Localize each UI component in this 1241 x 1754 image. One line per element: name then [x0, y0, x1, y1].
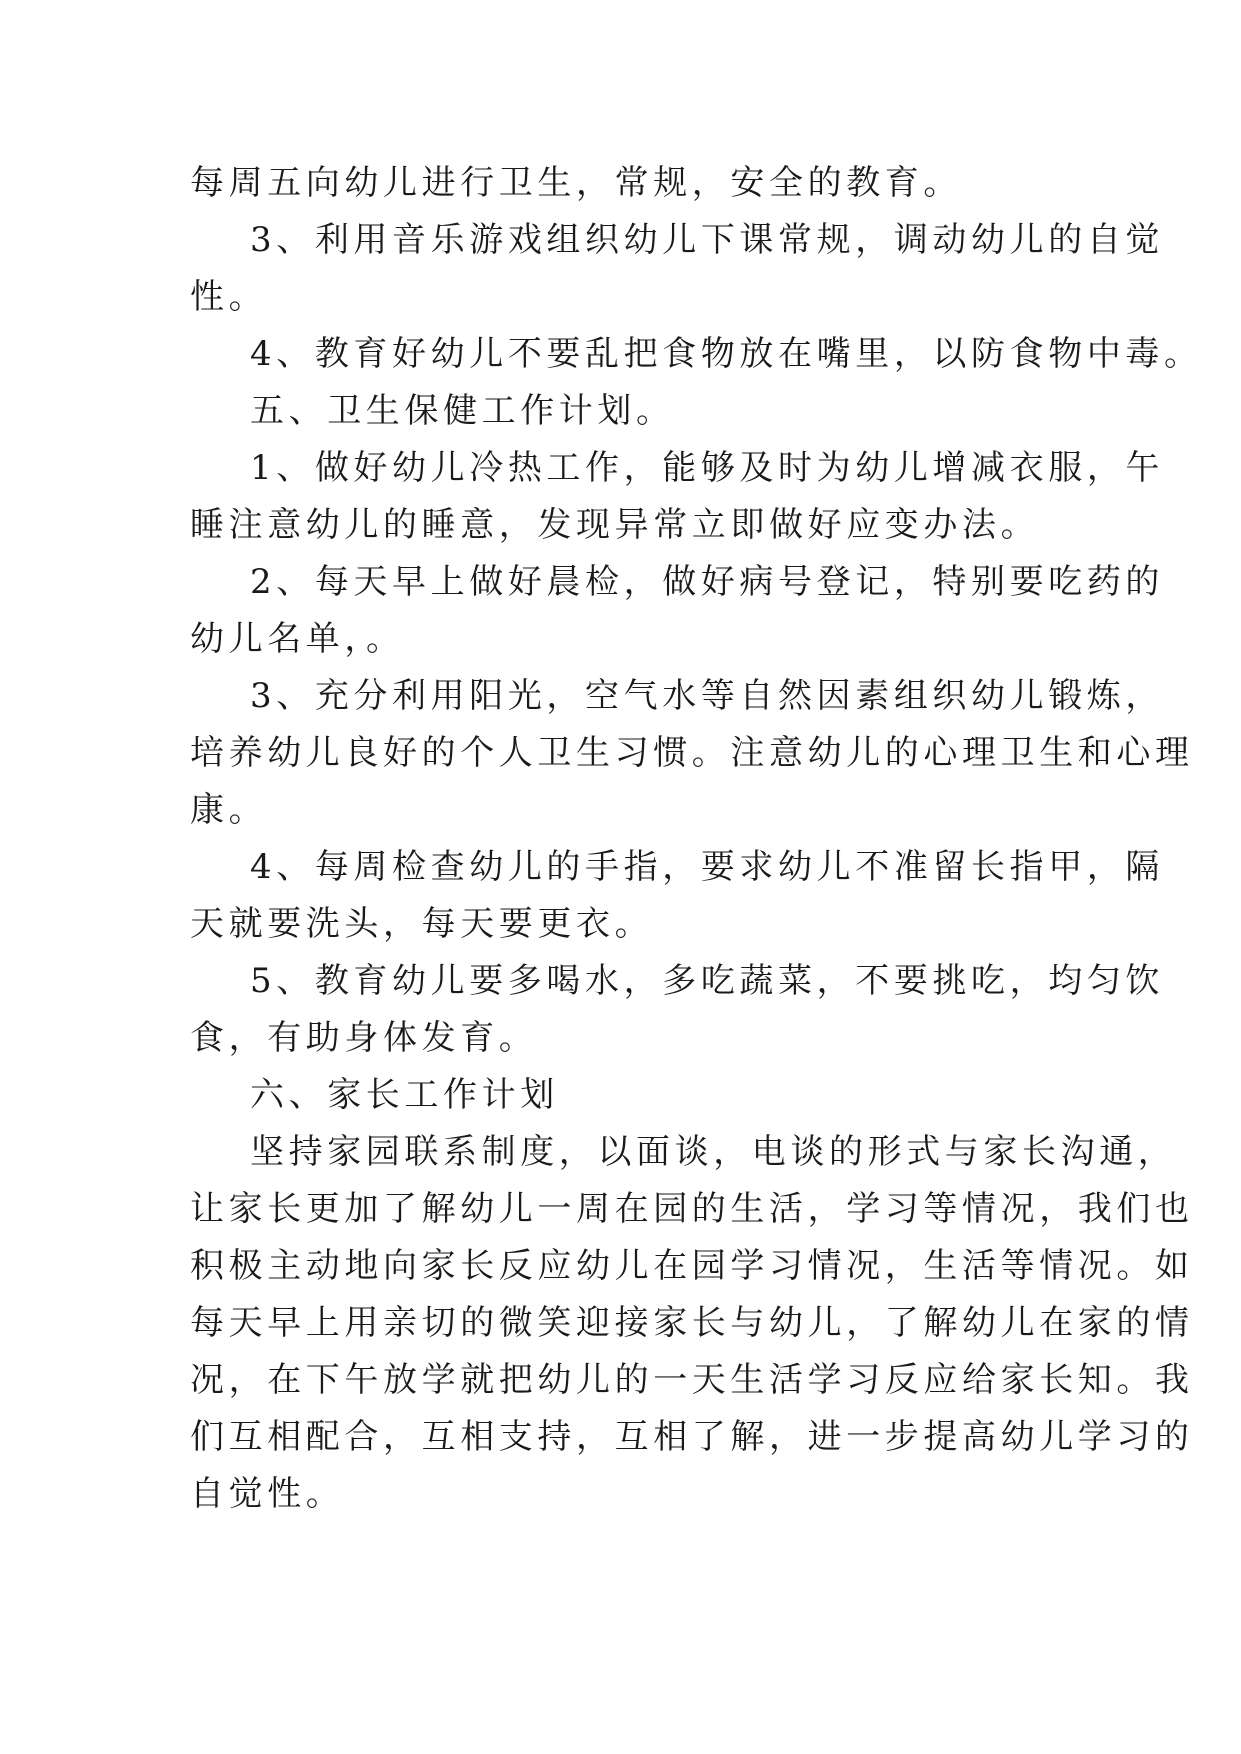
text-line: 们互相配合，互相支持，互相了解，进一步提高幼儿学习的: [190, 1417, 1194, 1457]
text-line: 食，有助身体发育。: [190, 1018, 538, 1058]
text-line: 坚持家园联系制度，以面谈，电谈的形式与家长沟通，: [250, 1132, 1177, 1172]
text-line: 3、充分利用阳光，空气水等自然因素组织幼儿锻炼，: [250, 676, 1165, 716]
text-line: 4、教育好幼儿不要乱把食物放在嘴里，以防食物中毒。: [250, 334, 1203, 374]
text-line: 2、每天早上做好晨检，做好病号登记，特别要吃药的: [250, 562, 1165, 602]
section-heading: 五、卫生保健工作计划。: [250, 391, 675, 431]
text-line: 天就要洗头，每天要更衣。: [190, 904, 654, 944]
text-line: 况，在下午放学就把幼儿的一天生活学习反应给家长知。我: [190, 1360, 1194, 1400]
text-line: 5、教育幼儿要多喝水，多吃蔬菜，不要挑吃，均匀饮: [250, 961, 1165, 1001]
text-line: 让家长更加了解幼儿一周在园的生活，学习等情况，我们也: [190, 1189, 1194, 1229]
text-line: 4、每周检查幼儿的手指，要求幼儿不准留长指甲，隔: [250, 847, 1165, 887]
text-line: 1、做好幼儿冷热工作，能够及时为幼儿增减衣服，午: [250, 448, 1165, 488]
text-line: 3、利用音乐游戏组织幼儿下课常规，调动幼儿的自觉: [250, 220, 1165, 260]
text-line: 培养幼儿良好的个人卫生习惯。注意幼儿的心理卫生和心理: [190, 733, 1194, 773]
section-heading: 六、家长工作计划: [250, 1075, 559, 1115]
text-line: 每周五向幼儿进行卫生，常规，安全的教育。: [190, 163, 962, 203]
text-line: 睡注意幼儿的睡意，发现异常立即做好应变办法。: [190, 505, 1040, 545]
text-line: 每天早上用亲切的微笑迎接家长与幼儿，了解幼儿在家的情: [190, 1303, 1194, 1343]
text-line: 自觉性。: [190, 1474, 345, 1514]
text-line: 幼儿名单，。: [190, 619, 405, 659]
text-line: 性。: [190, 277, 268, 317]
text-line: 积极主动地向家长反应幼儿在园学习情况，生活等情况。如: [190, 1246, 1194, 1286]
text-line: 康。: [190, 790, 268, 830]
